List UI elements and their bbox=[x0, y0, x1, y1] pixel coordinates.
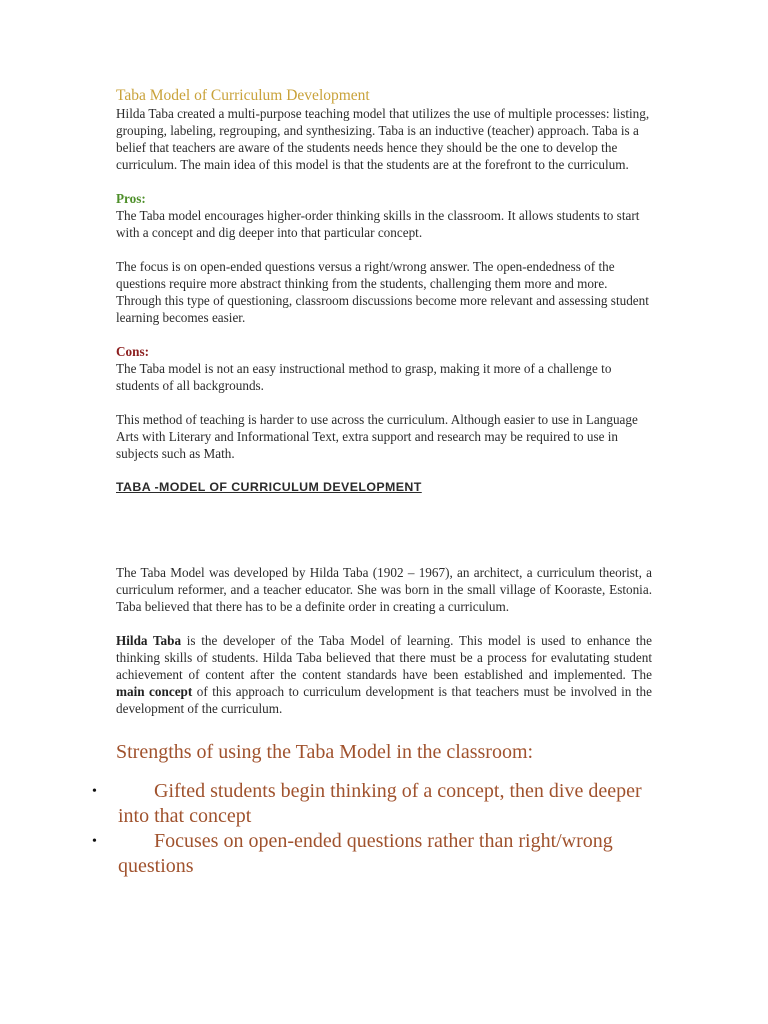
body-paragraph-2-part2: of this approach to curriculum development is that teachers must be involved in the development of the curriculum. bbox=[116, 684, 652, 716]
strength-item-2: Focuses on open-ended questions rather than right/wrong questions bbox=[118, 830, 613, 877]
pros-paragraph-1: The Taba model encourages higher-order thinking skills in the classroom. It allows students to start with a concept and dig deeper into that particular concept. bbox=[116, 208, 640, 240]
body-paragraph-2 bbox=[116, 632, 652, 717]
strengths-heading: Strengths of using the Taba Model in the classroom: bbox=[116, 741, 534, 763]
bold-main-concept: main concept bbox=[116, 684, 193, 699]
body-paragraph-1: The Taba Model was developed by Hilda Taba (1902 – 1967), an architect, a curriculum theorist, a curriculum reformer, and a teacher educator. She was born in the small village of Kooraste, Estonia. Taba believed that there has to be a definite order in creating a curriculum. bbox=[116, 565, 652, 614]
strength-item-1: Gifted students begin thinking of a concept, then dive deeper into that concept bbox=[118, 780, 642, 827]
body-paragraph-2-part1: is the developer of the Taba Model of learning. This model is used to enhance the thinking skills of students. Hilda Taba believed that there must be a process for evalutating student achievement of content after the content standards have been established and implemented. The bbox=[116, 633, 652, 682]
bullet-icon: • bbox=[92, 784, 97, 799]
document-title: Taba Model of Curriculum Development bbox=[116, 87, 370, 104]
bold-name: Hilda Taba bbox=[116, 633, 182, 648]
cons-paragraph-2: This method of teaching is harder to use across the curriculum. Although easier to use in Language Arts with Literary and Informational Text, extra support and research may be required to use in subjects such as Math. bbox=[116, 412, 638, 461]
cons-paragraph-1: The Taba model is not an easy instructional method to grasp, making it more of a challenge to students of all backgrounds. bbox=[116, 361, 612, 393]
pros-paragraph-2: The focus is on open-ended questions versus a right/wrong answer. The open-endedness of the questions require more abstract thinking from the students, challenging them more and more. Through this type of questioning, classroom discussions become more relevant and assessing student learning becomes easier. bbox=[116, 259, 649, 325]
pros-heading: Pros: bbox=[116, 191, 146, 206]
bullet-icon: • bbox=[92, 834, 97, 849]
list-item bbox=[92, 829, 664, 879]
list-item bbox=[92, 779, 664, 829]
cons-heading: Cons: bbox=[116, 344, 149, 359]
intro-paragraph: Hilda Taba created a multi-purpose teaching model that utilizes the use of multiple processes: listing, grouping, labeling, regrouping, and synthesizing. Taba is an inductive (teacher) approach. Taba is a belief that teachers are aware of the students needs hence they should be the one to develop the curriculum. The main idea of this model is that the students are at the forefront to the curriculum. bbox=[116, 106, 650, 172]
strengths-list bbox=[92, 779, 664, 879]
section-heading: TABA -MODEL OF CURRICULUM DEVELOPMENT bbox=[116, 480, 422, 494]
document-page bbox=[92, 86, 652, 879]
